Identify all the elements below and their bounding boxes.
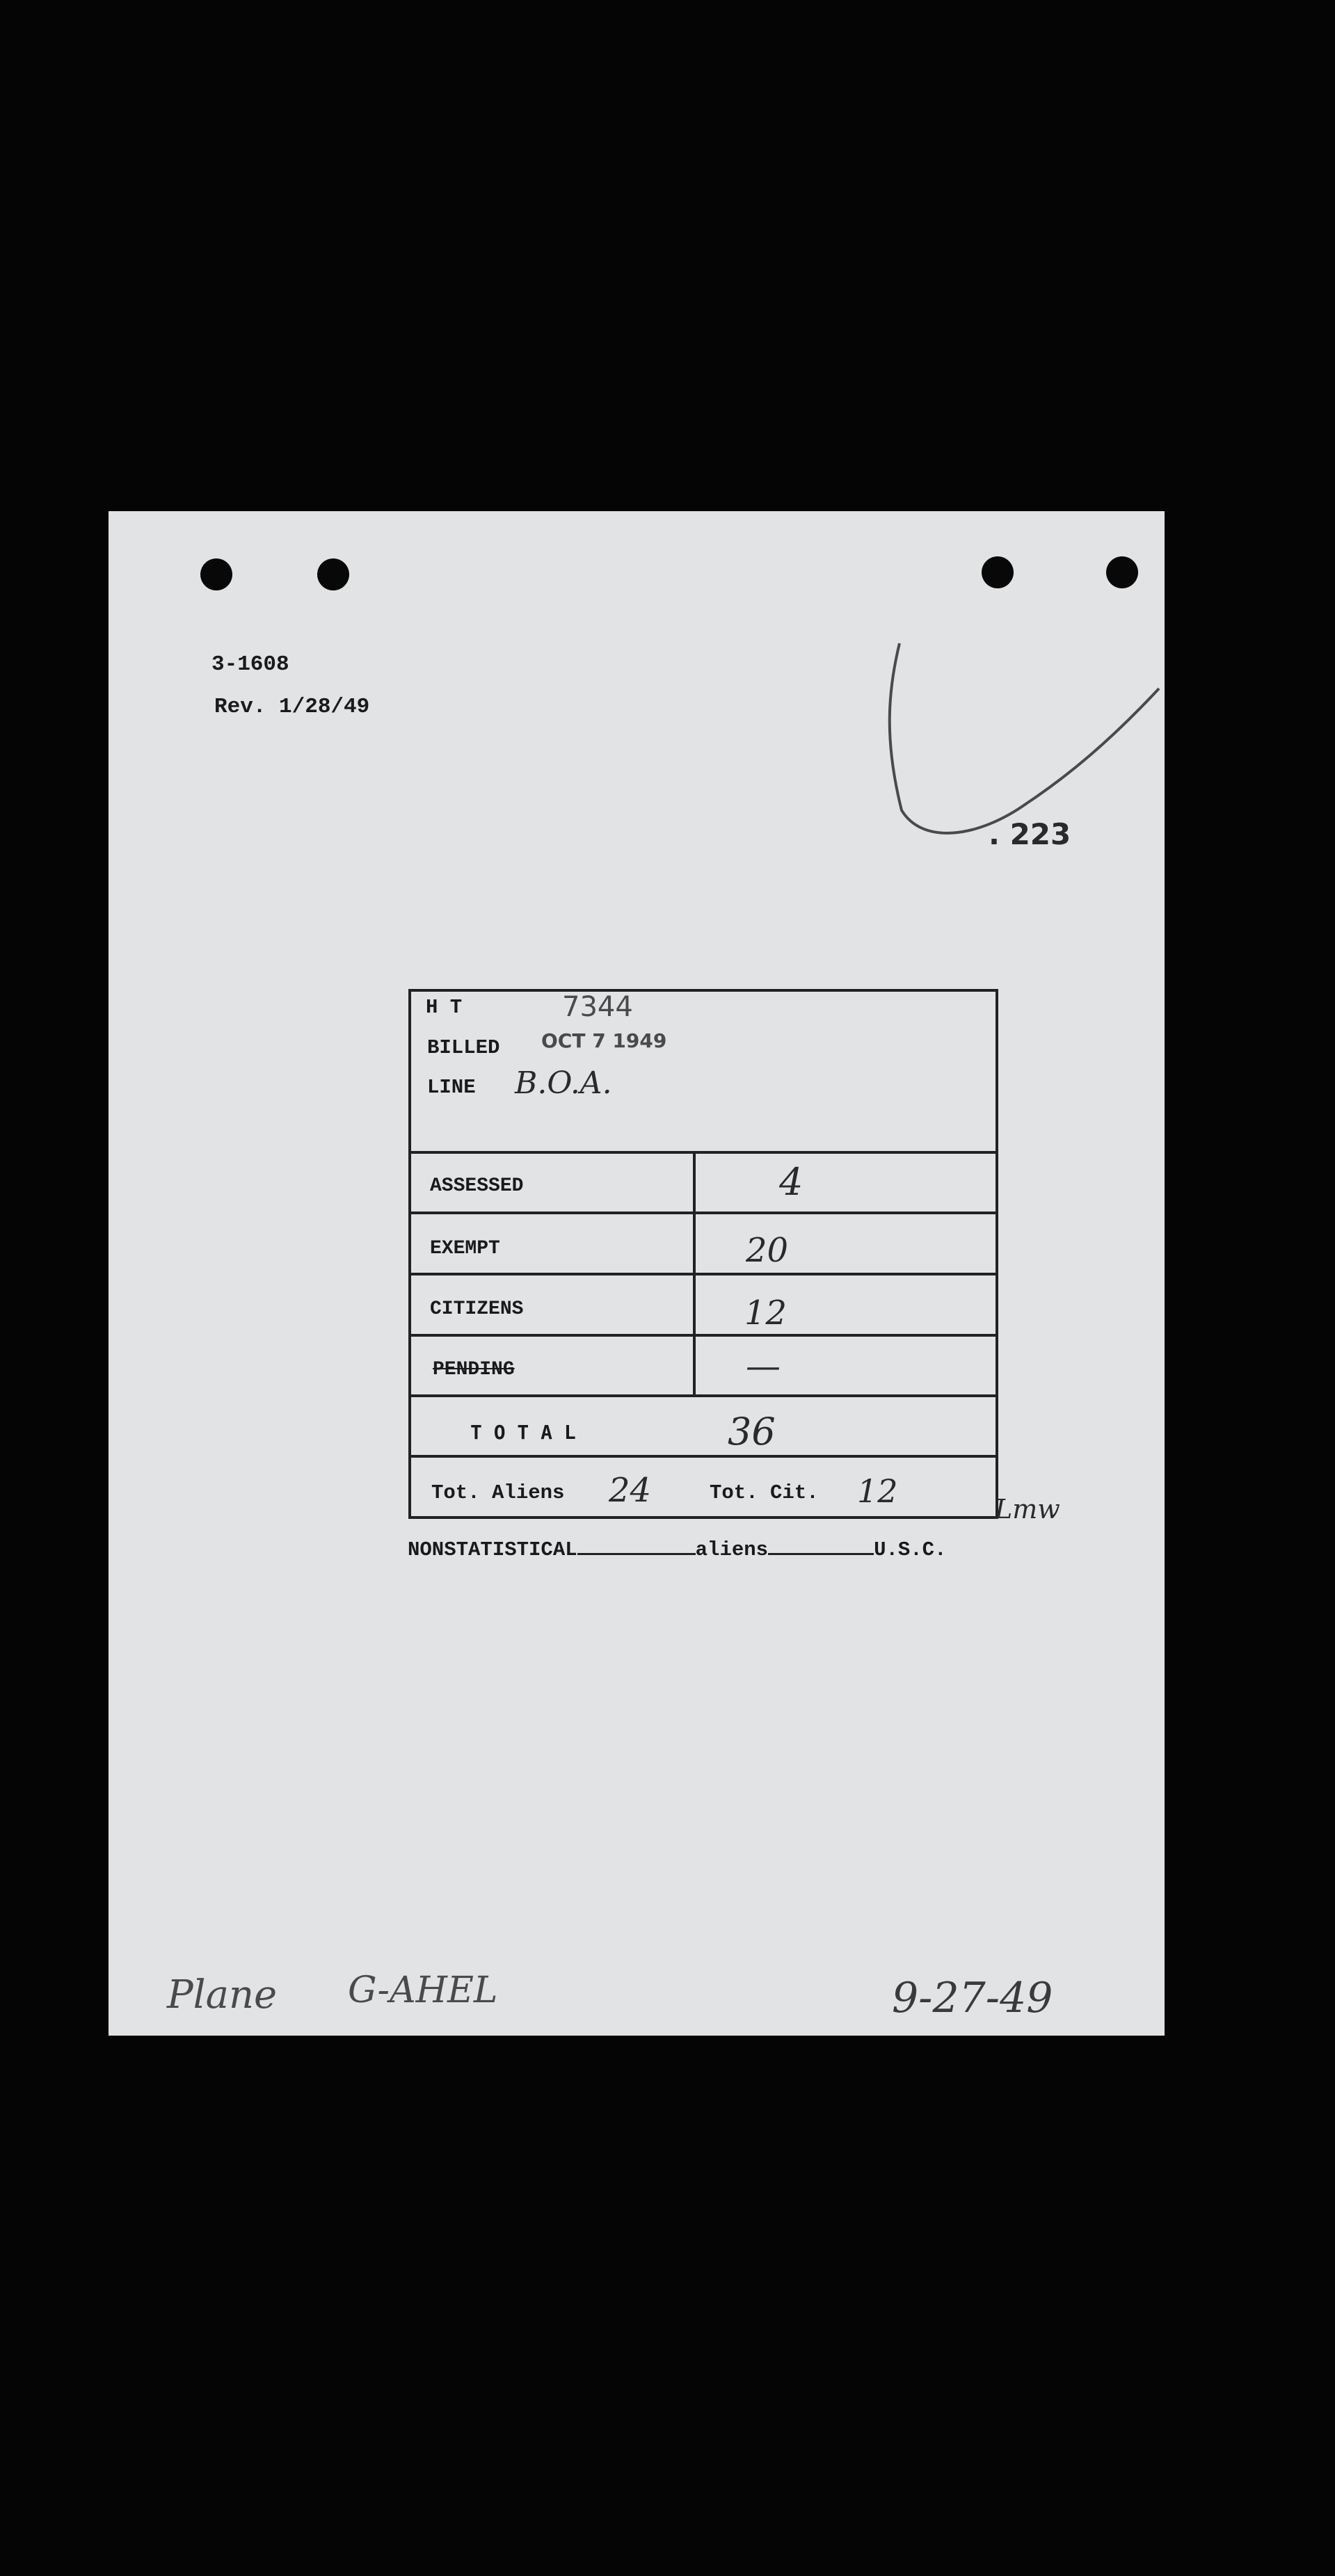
tot-cit-label: Tot. Cit. [710,1481,819,1504]
assessed-label: ASSESSED [430,1175,524,1197]
form-number: 3-1608 [211,652,289,677]
row-divider [411,1394,996,1397]
row-divider [411,1273,996,1275]
box-border-right [996,989,998,1519]
nonstatistical-line [408,1538,946,1561]
tot-aliens-value: 24 [609,1471,652,1510]
box-border-bottom [408,1516,998,1519]
total-value: 36 [728,1410,776,1454]
assessed-value: 4 [779,1160,804,1204]
line-label: LINE [427,1076,476,1099]
pending-label: PENDING [433,1359,515,1380]
nonstatistical-label: NONSTATISTICAL [408,1538,577,1561]
initials-signature: Lmw [995,1494,1060,1524]
billed-date: OCT 7 1949 [541,1029,667,1052]
box-border-top [408,989,998,992]
bottom-date: 9-27-49 [892,1974,1053,2022]
row-divider [411,1151,996,1154]
usc-label: U.S.C. [874,1538,947,1561]
row-divider [411,1455,996,1458]
page-number: . 223 [989,817,1071,851]
nonstatistical-blank [577,1553,696,1555]
column-divider [693,1151,696,1396]
pending-value: — [746,1346,781,1386]
aliens-blank [768,1553,874,1555]
tot-cit-value: 12 [857,1472,898,1510]
exempt-value: 20 [746,1231,789,1270]
row-divider [411,1334,996,1337]
total-label: T O T A L [470,1421,576,1444]
line-value: B.O.A. [515,1065,612,1101]
ht-label: H T [426,996,463,1019]
row-divider [411,1211,996,1214]
exempt-label: EXEMPT [430,1238,500,1259]
ht-value: 7344 [562,991,633,1023]
aliens-label: aliens [695,1538,769,1561]
box-border-left [408,989,411,1519]
plane-label: Plane [167,1972,278,2018]
citizens-label: CITIZENS [430,1298,524,1320]
billed-label: BILLED [427,1036,500,1059]
tot-aliens-label: Tot. Aliens [431,1481,565,1504]
citizens-value: 12 [744,1294,788,1333]
form-revision: Rev. 1/28/49 [214,695,370,719]
plane-registration: G-AHEL [348,1970,498,2011]
